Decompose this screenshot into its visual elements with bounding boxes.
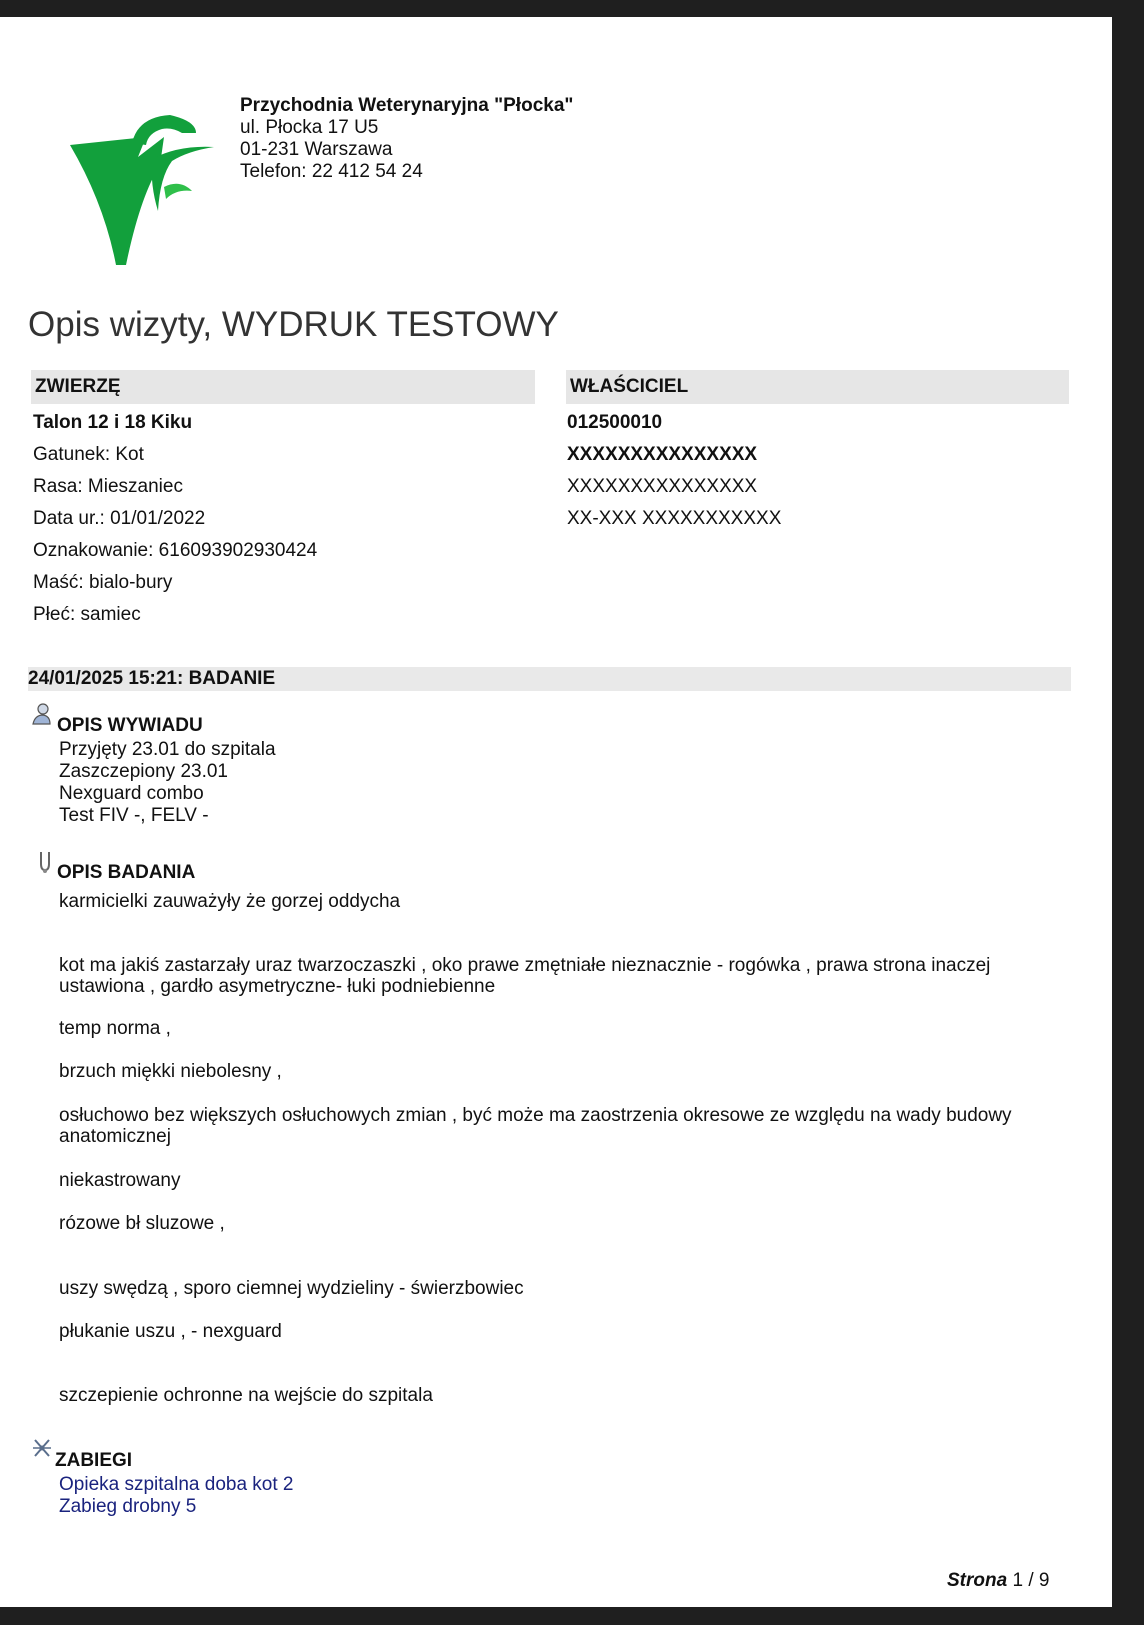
- clinic-phone: Telefon: 22 412 54 24: [240, 161, 423, 182]
- owner-details: [567, 407, 781, 535]
- exam-paragraph: płukanie uszu , - nexguard: [59, 1321, 282, 1342]
- owner-header: WŁAŚCICIEL: [566, 370, 1069, 404]
- clinic-city: 01-231 Warszawa: [240, 139, 393, 160]
- visit-header: 24/01/2025 15:21: BADANIE: [28, 667, 1071, 691]
- document-page: [0, 17, 1112, 1607]
- page-total: / 9: [1023, 1570, 1050, 1591]
- exam-paragraph: brzuch miękki niebolesny ,: [59, 1061, 282, 1082]
- owner-name: XXXXXXXXXXXXXXX: [567, 444, 758, 465]
- exam-paragraph: temp norma ,: [59, 1018, 171, 1039]
- interview-line: Test FIV -, FELV -: [59, 805, 209, 826]
- animal-sex: Płeć: samiec: [33, 604, 141, 625]
- animal-details: [33, 407, 317, 631]
- interview-title: OPIS WYWIADU: [57, 715, 203, 736]
- procedures-title: ZABIEGI: [55, 1450, 133, 1471]
- animal-species: Gatunek: Kot: [33, 444, 144, 465]
- page-title: Opis wizyty, WYDRUK TESTOWY: [28, 305, 559, 344]
- owner-street: XXXXXXXXXXXXXXX: [567, 476, 758, 497]
- clinic-logo-icon: [68, 115, 228, 275]
- exam-paragraph: uszy swędzą , sporo ciemnej wydzieliny - świerzbowiec: [59, 1278, 524, 1299]
- exam-paragraph: karmicielki zauważyły że gorzej oddycha: [59, 891, 401, 912]
- clinic-info: [240, 95, 573, 183]
- person-icon: [30, 702, 52, 726]
- owner-id: 012500010: [567, 412, 663, 433]
- scissors-icon: [31, 1436, 53, 1460]
- clinic-name: Przychodnia Weterynaryjna "Płocka": [240, 95, 574, 116]
- page-number: 1: [1012, 1570, 1024, 1591]
- exam-paragraph: szczepienie ochronne na wejście do szpitala: [59, 1385, 433, 1406]
- animal-name: Talon 12 i 18 Kiku: [33, 412, 193, 433]
- interview-lines: [59, 739, 276, 827]
- page-counter: [947, 1570, 1049, 1592]
- owner-city: XX-XXX XXXXXXXXXXX: [567, 508, 782, 529]
- exam-title: OPIS BADANIA: [57, 862, 196, 883]
- procedure-item: Zabieg drobny 5: [59, 1496, 197, 1517]
- interview-line: Zaszczepiony 23.01: [59, 761, 228, 782]
- animal-breed: Rasa: Mieszaniec: [33, 476, 183, 497]
- animal-marking: Oznakowanie: 616093902930424: [33, 540, 318, 561]
- procedure-item: Opieka szpitalna doba kot 2: [59, 1474, 294, 1495]
- exam-paragraph: rózowe bł sluzowe ,: [59, 1213, 225, 1234]
- procedures-list: [59, 1474, 294, 1518]
- clinic-street: ul. Płocka 17 U5: [240, 117, 379, 138]
- animal-header: ZWIERZĘ: [31, 370, 535, 404]
- interview-line: Nexguard combo: [59, 783, 204, 804]
- animal-color: Maść: bialo-bury: [33, 572, 173, 593]
- exam-paragraph: kot ma jakiś zastarzały uraz twarzoczaszki , oko prawe zmętniałe nieznacznie - rogówka , prawa strona inaczej ustawiona , gardło asymetryczne- łuki podniebienne: [59, 955, 991, 997]
- interview-line: Przyjęty 23.01 do szpitala: [59, 739, 276, 760]
- exam-paragraph: osłuchowo bez większych osłuchowych zmian , być może ma zaostrzenia okresowe ze względu na wady budowy anatomicznej: [59, 1105, 1012, 1147]
- stethoscope-icon: [34, 850, 56, 874]
- exam-paragraph: niekastrowany: [59, 1170, 181, 1191]
- animal-dob: Data ur.: 01/01/2022: [33, 508, 206, 529]
- page-label: Strona: [947, 1570, 1008, 1591]
